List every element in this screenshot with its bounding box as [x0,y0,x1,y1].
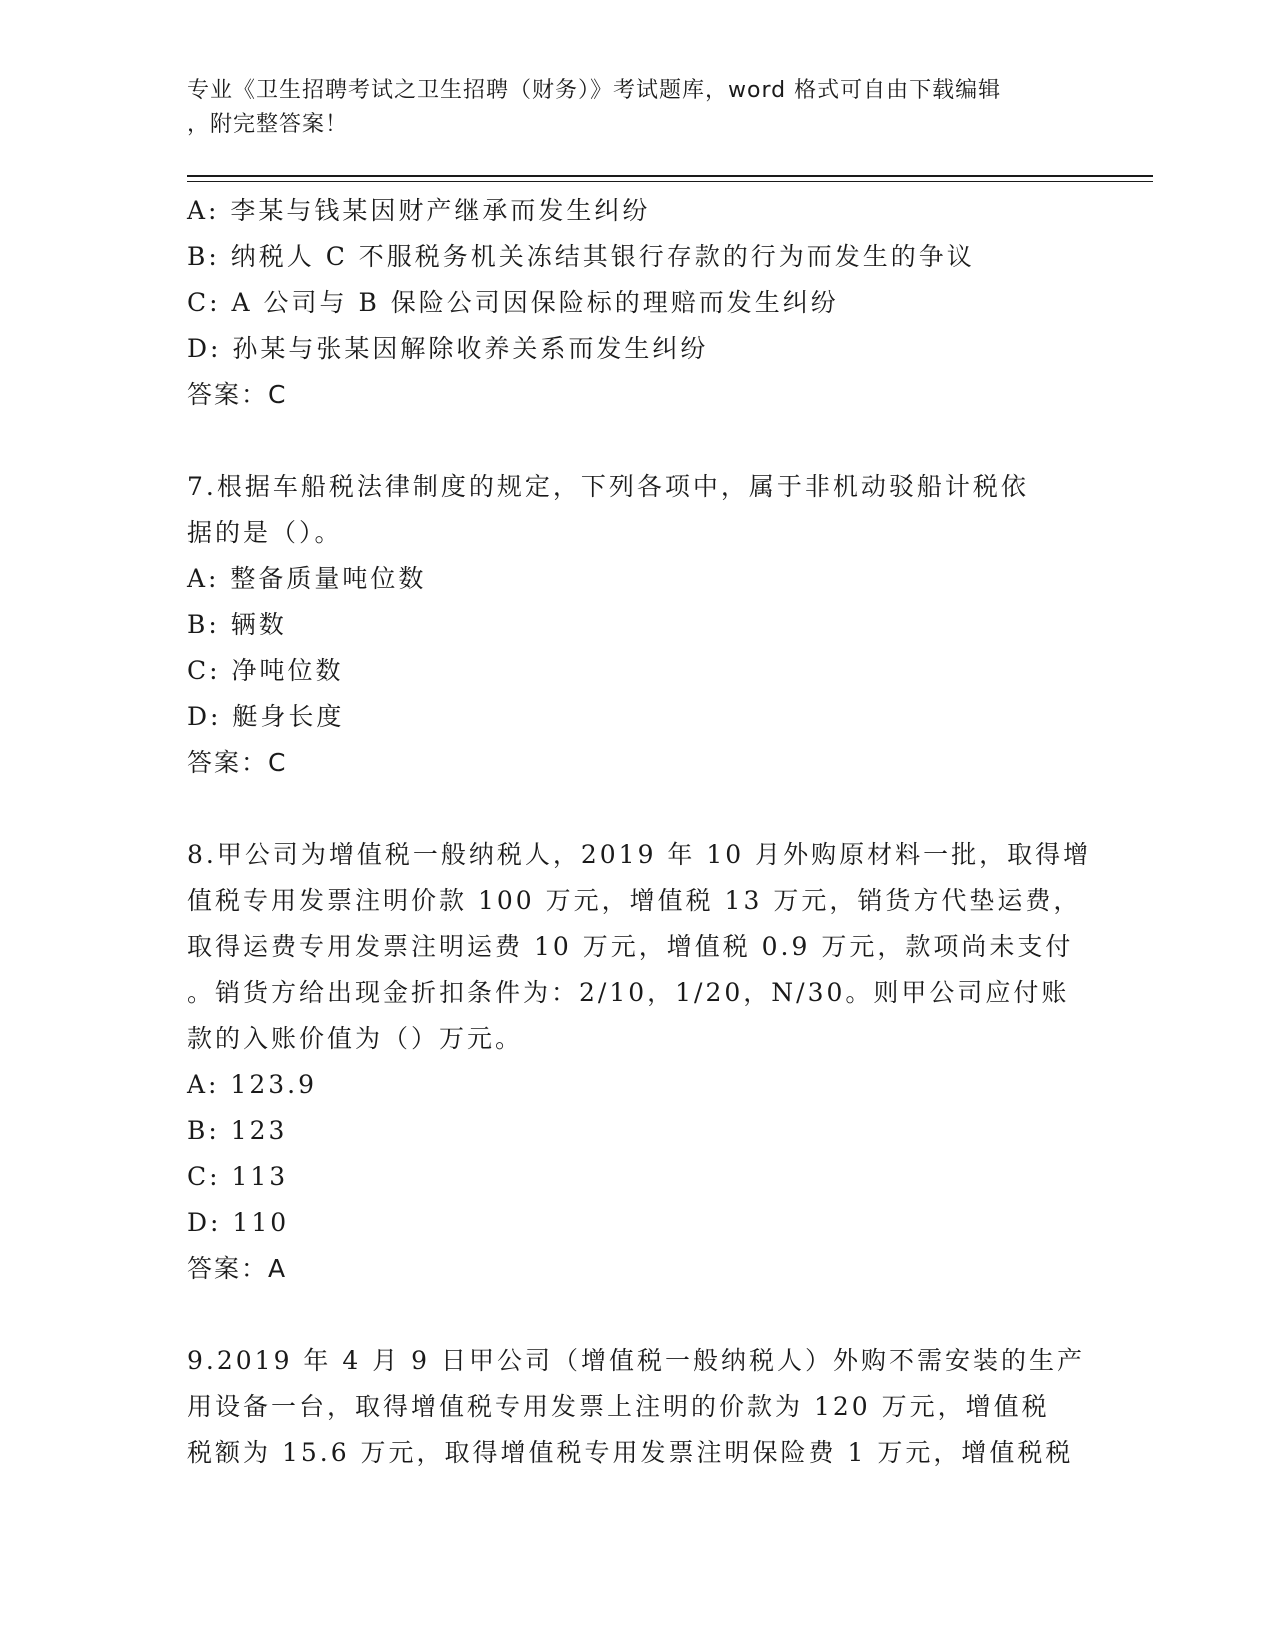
answer-line: 答案：C [187,748,288,777]
question-text-line: 用设备一台，取得增值税专用发票上注明的价款为 120 万元，增值税 [187,1392,1050,1421]
question-text-line: 值税专用发票注明价款 100 万元，增值税 13 万元，销货方代垫运费， [187,886,1082,915]
question-8 [187,832,1092,1292]
question-text-line: 据的是（）。 [187,518,343,547]
question-9 [187,1338,1087,1476]
answer-line: 答案：C [187,380,288,409]
option-c: C: 净吨位数 [187,656,344,685]
option-d: D: 110 [187,1208,290,1237]
question-7 [187,464,1087,786]
option-a: A: 李某与钱某因财产继承而发生纠纷 [187,196,651,225]
option-c: C: 113 [187,1162,289,1191]
option-d: D: 孙某与张某因解除收养关系而发生纠纷 [187,334,709,363]
question-text-line: 7.根据车船税法律制度的规定，下列各项中，属于非机动驳船计税依 [187,472,1029,501]
question-text-line: 9.2019 年 4 月 9 日甲公司（增值税一般纳税人）外购不需安装的生产 [187,1346,1086,1375]
question-text-line: 税额为 15.6 万元，取得增值税专用发票注明保险费 1 万元，增值税税 [187,1438,1074,1467]
option-a: A: 整备质量吨位数 [187,564,427,593]
question-text-line: 8.甲公司为增值税一般纳税人，2019 年 10 月外购原材料一批，取得增 [187,840,1092,869]
question-text-line: 款的入账价值为（）万元。 [187,1024,524,1053]
document-header [187,74,1087,142]
header-line-2: ，附完整答案！ [187,112,349,137]
answer-line: 答案：A [187,1254,288,1283]
option-d: D: 艇身长度 [187,702,345,731]
question-text-line: 。销货方给出现金折扣条件为：2/10，1/20，N/30。则甲公司应付账 [187,978,1070,1007]
option-b: B: 123 [187,1116,288,1145]
option-c: C: A 公司与 B 保险公司因保险标的理赔而发生纠纷 [187,288,839,317]
option-b: B: 纳税人 C 不服税务机关冻结其银行存款的行为而发生的争议 [187,242,975,271]
question-text-line: 取得运费专用发票注明运费 10 万元，增值税 0.9 万元，款项尚未支付 [187,932,1074,961]
header-divider-thick [187,175,1153,177]
option-a: A: 123.9 [187,1070,317,1099]
header-divider-thin [187,181,1153,182]
option-b: B: 辆数 [187,610,287,639]
question-6 [187,188,1087,418]
question-list [187,188,1092,1476]
header-line-1: 专业《卫生招聘考试之卫生招聘（财务）》考试题库，word 格式可自由下载编辑 [187,78,1002,103]
